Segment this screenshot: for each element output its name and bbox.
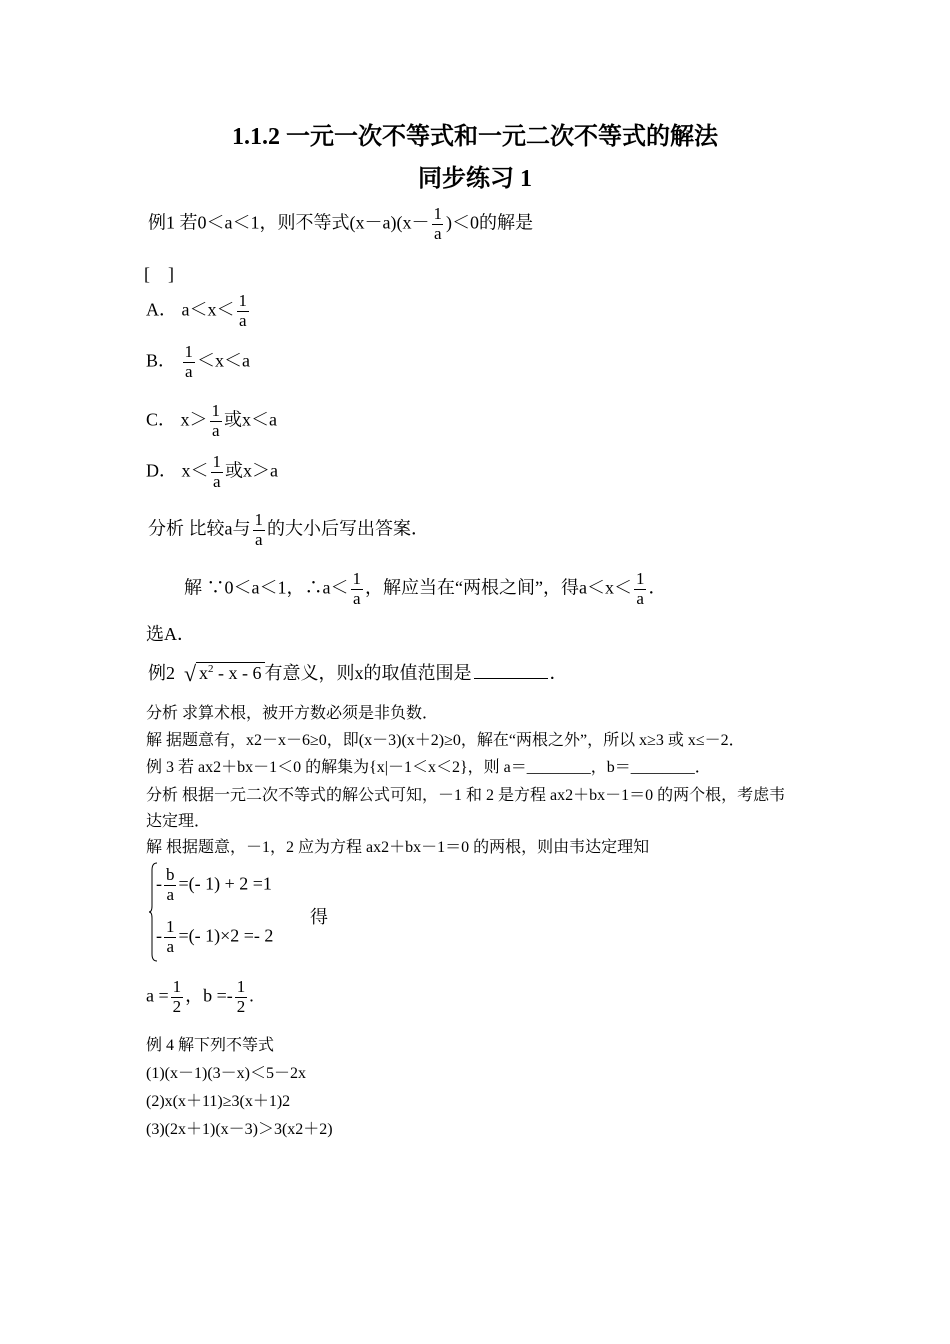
fraction: $\frac{1}{2}$ [172,977,182,1016]
ex4-problem-3: (3)(2x＋1)(x－3)＞3(x2＋2) [146,1121,333,1138]
fraction: $\frac{1}{a}$ [184,342,194,381]
ex4-problem-1: (1)(x－1)(3－x)＜5－2x [146,1065,306,1082]
de-text: 得 [310,907,328,927]
ex2-analysis: 分析 求算术根，被开方数必须是非负数． [146,705,439,722]
ex1-suffix: )＜0的解是 [445,212,533,233]
ex1-option-a: A． a＜x＜ $\frac{1}{a}$ [146,291,247,330]
fraction: $\frac{1}{a}$ [254,510,263,549]
ex4-problem-2: (2)x(x＋11)≥3(x＋1)2 [146,1093,291,1110]
fraction: $\frac{1}{a}$ [211,401,221,440]
ex3-analysis-line1: 分析 根据一元二次不等式的解公式可知，－1 和 2 是方程 ax2＋bx－1＝0 的两个根，考虑韦 [146,787,786,804]
ex1-option-c: C． x＞ $\frac{1}{a}$ 或x＜a [146,401,278,440]
equation-system-2: - $\frac{1}{a}$ =(- 1)×2 =- 2 [156,917,274,956]
ex3-result: a = $\frac{1}{2}$ ，b =- $\frac{1}{2}$ . [146,977,254,1016]
ex1-bracket: [ ] [144,264,174,284]
doc-subtitle: 同步练习 1 [418,166,532,192]
fraction: $\frac{1}{a}$ [166,917,175,956]
ex3-question: 例 3 若 ax2＋bx－1＜0 的解集为{x|－1＜x＜2}，则 a＝________，b＝________． [146,759,711,776]
equation-system-1: - $\frac{b}{a}$ =(- 1) + 2 =1 [156,865,272,904]
answer-blank [474,662,548,679]
ex1-analysis: 分析 比较a与 $\frac{1}{a}$ 的大小后写出答案． [148,510,429,549]
fraction: $\frac{1}{2}$ [236,977,246,1016]
ex1-option-d: D． x＜ $\frac{1}{a}$ 或x＞a [146,452,278,491]
ex1-choice: 选A． [146,624,195,644]
fraction: $\frac{1}{a}$ [635,569,645,608]
fraction: $\frac{1}{a}$ [212,452,221,491]
ex1-question [148,205,533,243]
ex1-prefix: 例1 若0＜a＜1，则不等式(x－a)(x－ [148,212,430,233]
sqrt: √ $x^2$ - x - 6 [184,663,265,684]
ex1-solution: 解 ∵0＜a＜1，∴a＜ $\frac{1}{a}$ ，解应当在“两根之间”，得a＜x＜ $\frac{1}{a}$ ． [184,569,667,608]
ex4-title: 例 4 解下列不等式 [146,1037,275,1054]
ex2-question: 例2 √ $x^2$ - x - 6 有意义，则x的取值范围是 ． [148,661,568,686]
fraction: $\frac{1}{a}$ [352,569,361,608]
ex3-solution: 解 根据题意，－1，2 应为方程 ax2＋bx－1＝0 的两根，则由韦达定理知 [146,839,650,856]
ex2-solution: 解 据题意有，x2－x－6≥0，即(x－3)(x＋2)≥0，解在“两根之外”，所以 x≥3 或 x≤－2． [146,732,745,749]
fraction: $\frac{1}{a}$ [433,204,442,243]
doc-title: 1.1.2 一元一次不等式和一元二次不等式的解法 [232,124,718,150]
fraction: $\frac{b}{a}$ [166,865,175,904]
ex3-analysis-line2: 达定理． [146,813,211,830]
ex1-option-b: B． $\frac{1}{a}$ ＜x＜a [146,342,251,381]
fraction: $\frac{1}{a}$ [238,291,247,330]
